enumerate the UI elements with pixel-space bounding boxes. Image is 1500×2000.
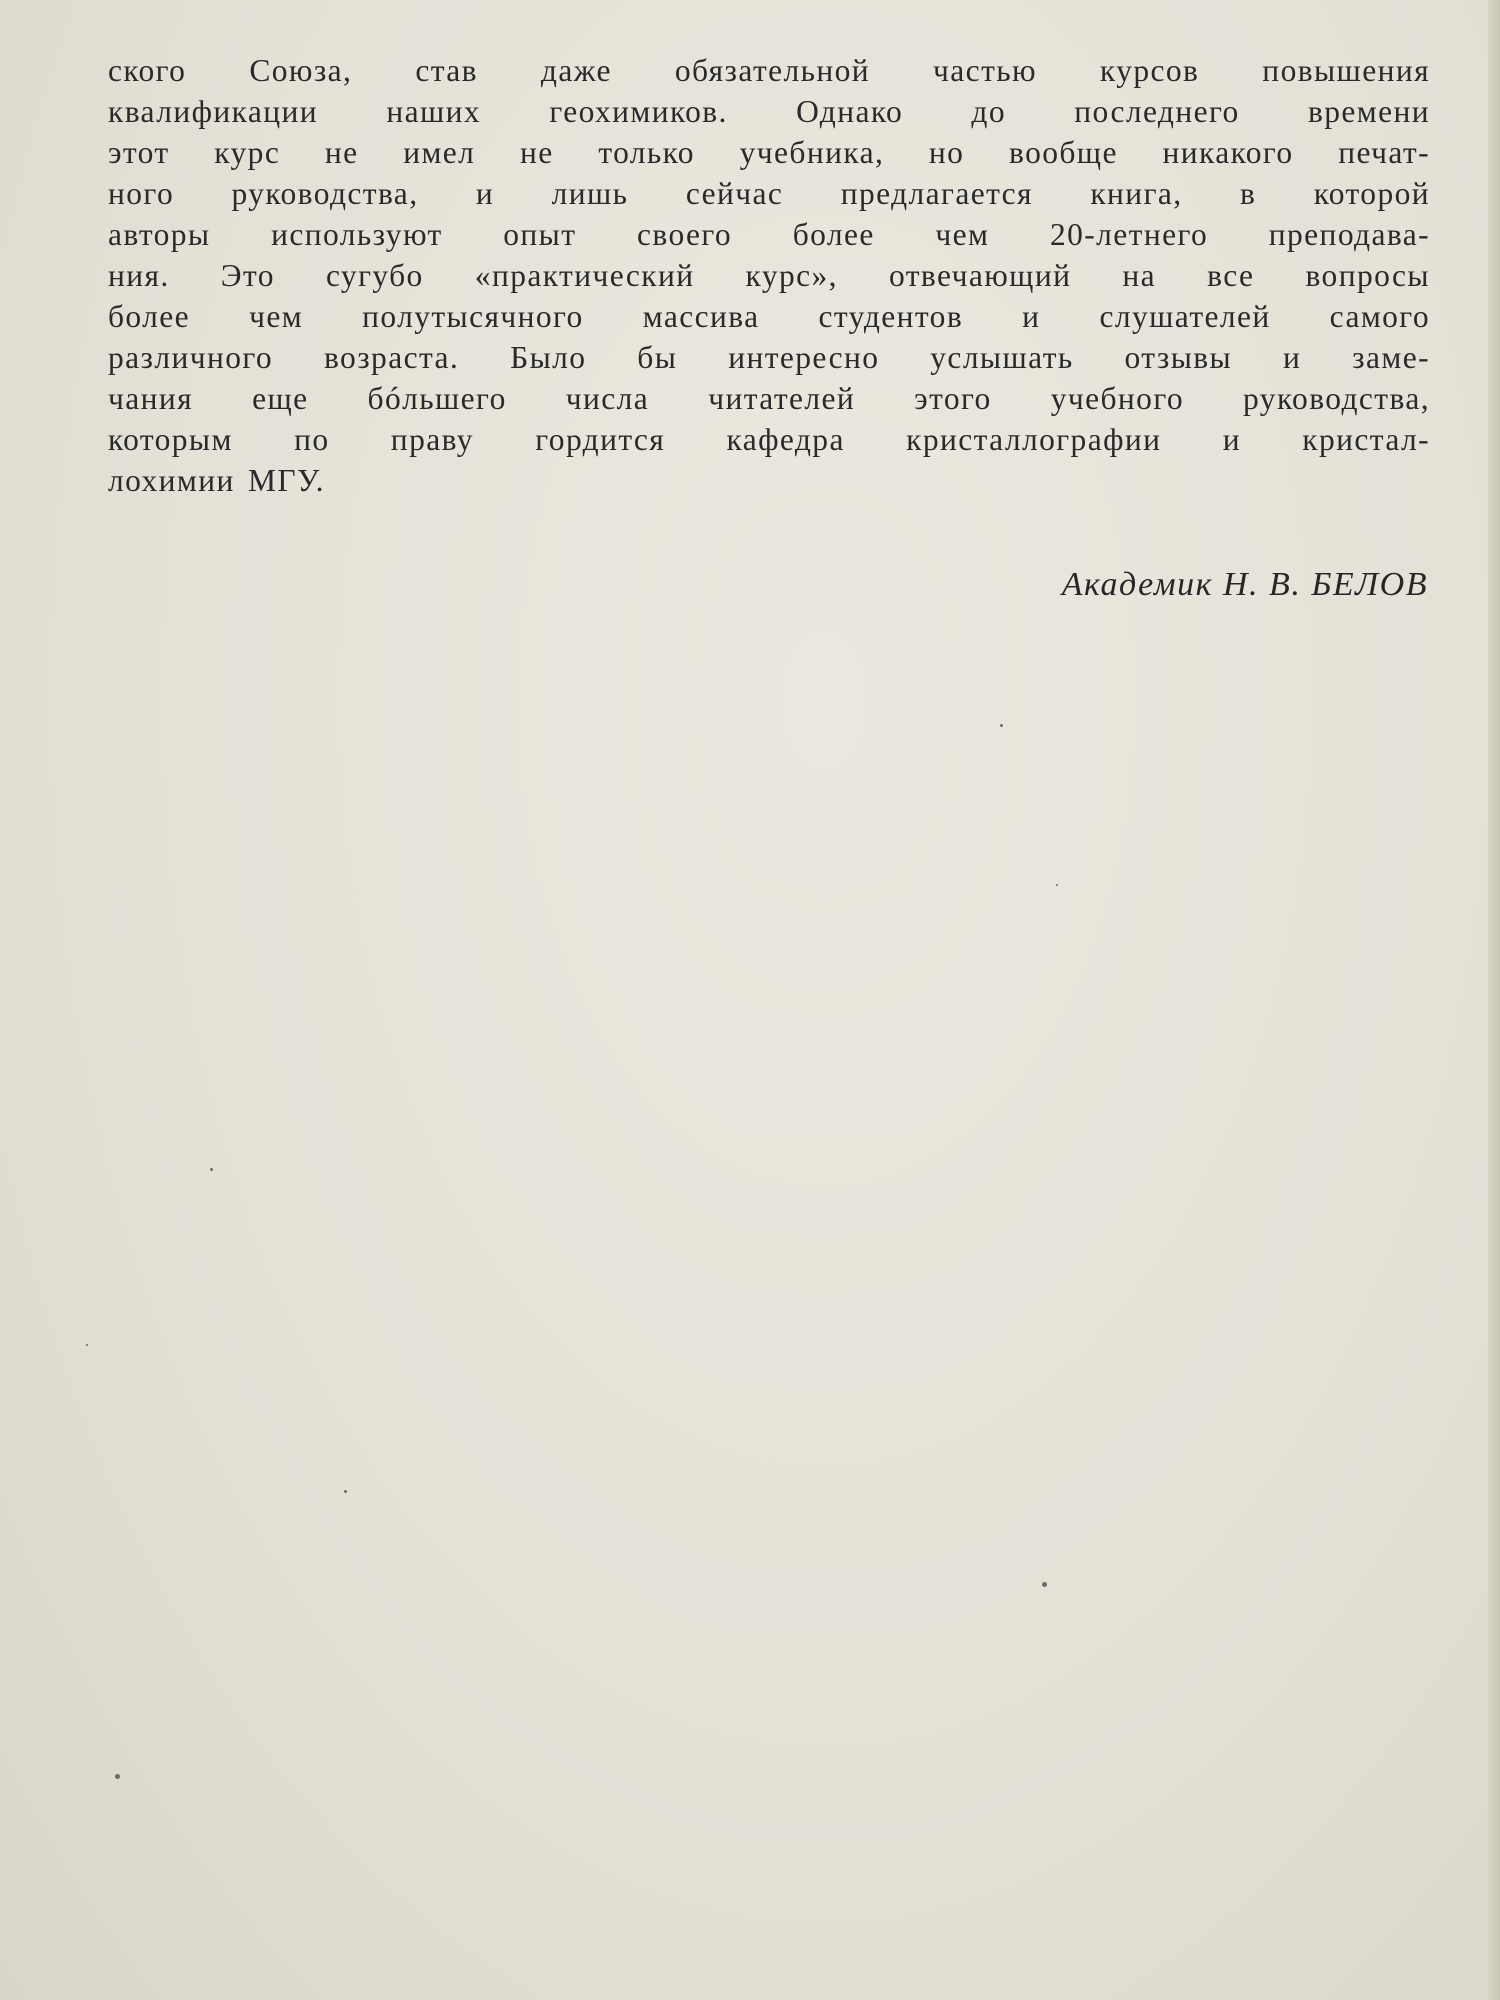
text-line: чания еще бóльшего числа читателей этого учебного руководства, (108, 381, 1430, 416)
page-edge (1488, 0, 1500, 2000)
text-line: ского Союза, став даже обязательной частью курсов повышения (108, 53, 1430, 88)
foreword-paragraph (108, 50, 1430, 501)
text-line: ного руководства, и лишь сейчас предлагается книга, в которой (108, 176, 1430, 211)
paper-speck (210, 1168, 213, 1171)
text-line: этот курс не имел не только учебника, но вообще никакого печат- (108, 135, 1430, 170)
text-line: более чем полутысячного массива студентов и слушателей самого (108, 299, 1430, 334)
paper-speck (344, 1490, 347, 1493)
text-line: лохимии МГУ. (108, 463, 325, 498)
text-line: различного возраста. Было бы интересно услышать отзывы и заме- (108, 340, 1430, 375)
paper-speck (115, 1774, 120, 1779)
author-signature: Академик Н. В. БЕЛОВ (1061, 566, 1428, 603)
paper-speck (1042, 1582, 1047, 1587)
paper-speck (1000, 724, 1003, 727)
text-line: квалификации наших геохимиков. Однако до последнего времени (108, 94, 1430, 129)
text-line: которым по праву гордится кафедра кристаллографии и кристал- (108, 422, 1430, 457)
text-line: ния. Это сугубо «практический курс», отвечающий на все вопросы (108, 258, 1430, 293)
text-line: авторы используют опыт своего более чем 20-летнего преподава- (108, 217, 1430, 252)
paper-speck (1056, 884, 1058, 886)
paper-speck (86, 1344, 88, 1346)
